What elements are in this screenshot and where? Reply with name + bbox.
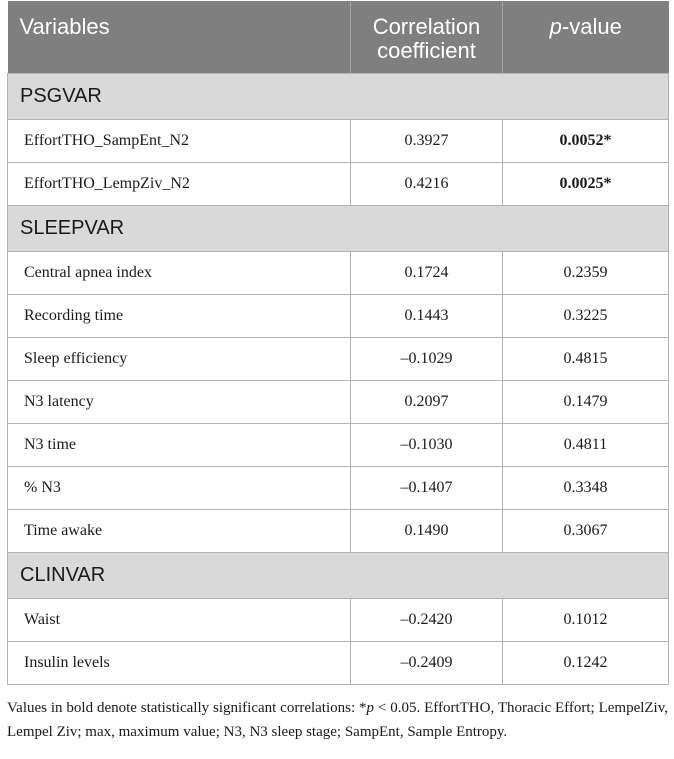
p-value: 0.4815 (503, 337, 669, 380)
variable-name: Recording time (8, 294, 351, 337)
correlation-value: 0.1490 (351, 509, 503, 552)
p-value: 0.0052* (503, 119, 669, 162)
correlation-value: –0.1407 (351, 466, 503, 509)
correlation-value: –0.2409 (351, 641, 503, 684)
table-row (8, 337, 669, 380)
table-header-row (8, 1, 669, 73)
header-correlation-line2: coefficient (377, 38, 476, 63)
variable-name: % N3 (8, 466, 351, 509)
table-row (8, 641, 669, 684)
p-value: 0.3067 (503, 509, 669, 552)
variable-name: Sleep efficiency (8, 337, 351, 380)
section-title: SLEEPVAR (8, 205, 669, 251)
table-row (8, 466, 669, 509)
variable-name: Central apnea index (8, 251, 351, 294)
variable-name: EffortTHO_SampEnt_N2 (8, 119, 351, 162)
correlation-table (7, 1, 669, 685)
section-title: PSGVAR (8, 73, 669, 119)
variable-name: N3 time (8, 423, 351, 466)
table-row (8, 598, 669, 641)
table-row (8, 423, 669, 466)
variable-name: N3 latency (8, 380, 351, 423)
p-value: 0.2359 (503, 251, 669, 294)
correlation-value: 0.1443 (351, 294, 503, 337)
table-row (8, 119, 669, 162)
correlation-value: 0.4216 (351, 162, 503, 205)
table-row (8, 162, 669, 205)
correlation-value: –0.1029 (351, 337, 503, 380)
variable-name: EffortTHO_LempZiv_N2 (8, 162, 351, 205)
correlation-value: 0.2097 (351, 380, 503, 423)
footnote-p-symbol: p (366, 700, 375, 716)
footnote-text-end: < 0.05. EffortTHO, Thoracic Effort; LempelZiv, Lempel Ziv; max, maximum value; N3, N3 sleep stage; SampEnt, Sample Entropy. (7, 700, 668, 740)
table-footnote (7, 696, 668, 744)
correlation-value: –0.1030 (351, 423, 503, 466)
table-row (8, 380, 669, 423)
variable-name: Waist (8, 598, 351, 641)
section-row-psgvar (8, 73, 669, 119)
variable-name: Time awake (8, 509, 351, 552)
section-row-clinvar (8, 552, 669, 598)
section-title: CLINVAR (8, 552, 669, 598)
table-row (8, 509, 669, 552)
p-value: 0.1012 (503, 598, 669, 641)
p-value: 0.3348 (503, 466, 669, 509)
header-p-symbol: p (549, 14, 562, 39)
header-p-value (503, 1, 669, 73)
p-value: 0.4811 (503, 423, 669, 466)
correlation-value: –0.2420 (351, 598, 503, 641)
table-row (8, 294, 669, 337)
p-value: 0.0025* (503, 162, 669, 205)
results-table-container (7, 1, 668, 685)
p-value: 0.1479 (503, 380, 669, 423)
header-correlation-coefficient (351, 1, 503, 73)
section-row-sleepvar (8, 205, 669, 251)
header-p-value-suffix: -value (561, 14, 622, 39)
correlation-value: 0.3927 (351, 119, 503, 162)
correlation-value: 0.1724 (351, 251, 503, 294)
footnote-text-start: Values in bold denote statistically significant correlations: * (7, 700, 367, 716)
table-row (8, 251, 669, 294)
p-value: 0.3225 (503, 294, 669, 337)
variable-name: Insulin levels (8, 641, 351, 684)
header-variables: Variables (8, 1, 351, 73)
p-value: 0.1242 (503, 641, 669, 684)
header-correlation-line1: Correlation (372, 14, 481, 39)
